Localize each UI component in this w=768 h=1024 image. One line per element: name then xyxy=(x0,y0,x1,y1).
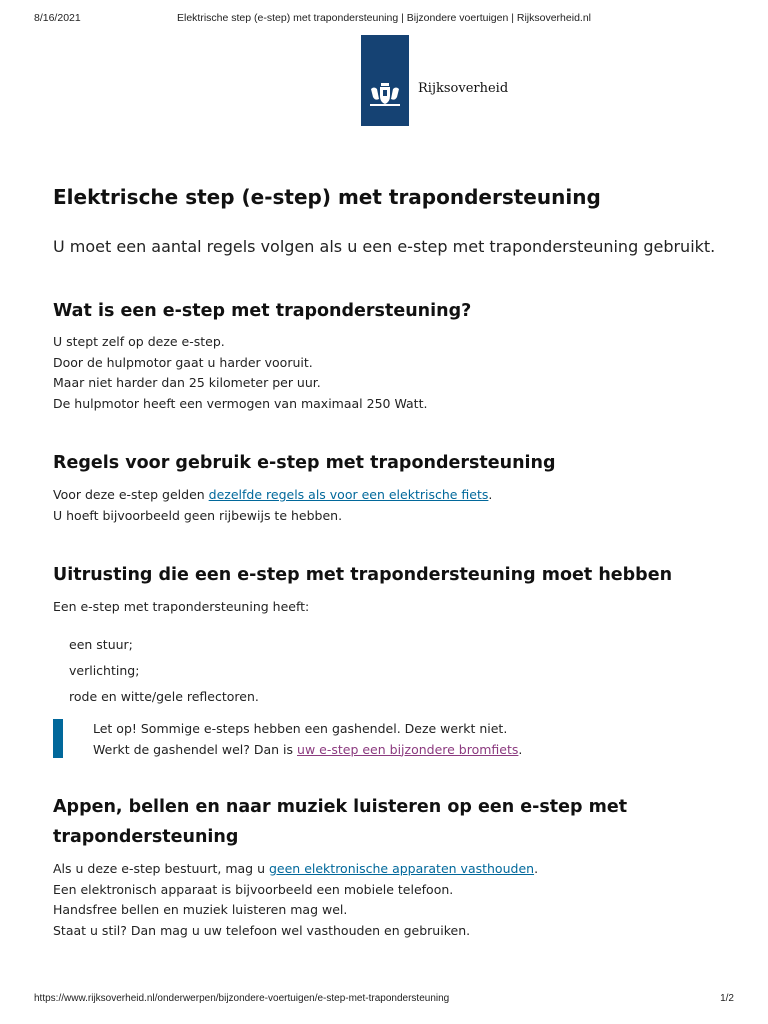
equipment-intro: Een e-step met trapondersteuning heeft: xyxy=(53,599,310,614)
heading-line: trapondersteuning xyxy=(53,827,239,847)
page-title: Elektrische step (e-step) met trapondersteuning xyxy=(53,185,601,209)
text-line: Handsfree bellen en muziek luisteren mag wel. xyxy=(53,902,348,917)
text-segment: Als u deze e-step bestuurt, mag u xyxy=(53,861,269,876)
text-line: Maar niet harder dan 25 kilometer per uur. xyxy=(53,375,321,390)
section-what-is-text xyxy=(53,332,427,414)
print-url: https://www.rijksoverheid.nl/onderwerpen/bijzondere-voertuigen/e-step-met-trapondersteuning xyxy=(34,993,450,1004)
list-item: rode en witte/gele reflectoren. xyxy=(69,689,259,704)
text-segment: . xyxy=(518,741,523,757)
text-line: Let op! Sommige e-steps hebben een gashendel. Deze werkt niet. xyxy=(93,721,508,736)
electric-bike-rules-link[interactable]: dezelfde regels als voor een elektrische fiets xyxy=(208,487,489,502)
print-page-title: Elektrische step (e-step) met trapondersteuning | Bijzondere voertuigen | Rijksoverheid.nl xyxy=(177,12,591,24)
print-footer xyxy=(34,993,734,1009)
coat-of-arms-icon xyxy=(367,81,403,109)
callout-accent-bar xyxy=(53,719,63,758)
page-number: 1/2 xyxy=(720,993,734,1004)
text-line: Door de hulpmotor gaat u harder vooruit. xyxy=(53,354,313,370)
section-heading-what-is: Wat is een e-step met trapondersteuning? xyxy=(53,301,472,321)
text-segment: Voor deze e-step gelden xyxy=(53,487,209,502)
heading-line: Appen, bellen en naar muziek luisteren op een e-step met xyxy=(53,797,628,817)
print-header xyxy=(34,12,734,28)
text-line: Een elektronisch apparaat is bijvoorbeeld een mobiele telefoon. xyxy=(53,881,454,897)
equipment-list xyxy=(69,632,259,710)
text-line: U stept zelf op deze e-step. xyxy=(53,334,225,349)
lead-paragraph: U moet een aantal regels volgen als u een e-step met trapondersteuning gebruikt. xyxy=(53,237,716,256)
text-line xyxy=(93,740,522,761)
logo-wordmark: Rijksoverheid xyxy=(418,81,509,96)
text-segment: . xyxy=(488,487,493,502)
electronic-devices-link[interactable]: geen elektronische apparaten vasthouden xyxy=(268,861,535,876)
rijksoverheid-logo[interactable] xyxy=(361,35,409,126)
text-line xyxy=(53,859,538,880)
text-line xyxy=(53,485,492,506)
text-segment: . xyxy=(534,861,539,876)
list-item: verlichting; xyxy=(69,663,140,678)
text-line: U hoeft bijvoorbeeld geen rijbewijs te hebben. xyxy=(53,507,343,523)
section-phones-text xyxy=(53,859,538,941)
section-heading-phones xyxy=(53,792,627,852)
text-segment: Werkt de gashendel wel? Dan is xyxy=(93,741,298,757)
list-item: een stuur; xyxy=(69,637,133,652)
section-rules-text xyxy=(53,485,492,526)
special-moped-link[interactable]: uw e-step een bijzondere bromfiets xyxy=(297,741,519,757)
text-line: Staat u stil? Dan mag u uw telefoon wel vasthouden en gebruiken. xyxy=(53,922,471,938)
text-line: De hulpmotor heeft een vermogen van maximaal 250 Watt. xyxy=(53,395,428,411)
print-date: 8/16/2021 xyxy=(34,12,81,24)
section-heading-equipment: Uitrusting die een e-step met trapondersteuning moet hebben xyxy=(53,565,673,585)
section-heading-rules: Regels voor gebruik e-step met trapondersteuning xyxy=(53,453,556,473)
callout-note xyxy=(93,719,522,760)
